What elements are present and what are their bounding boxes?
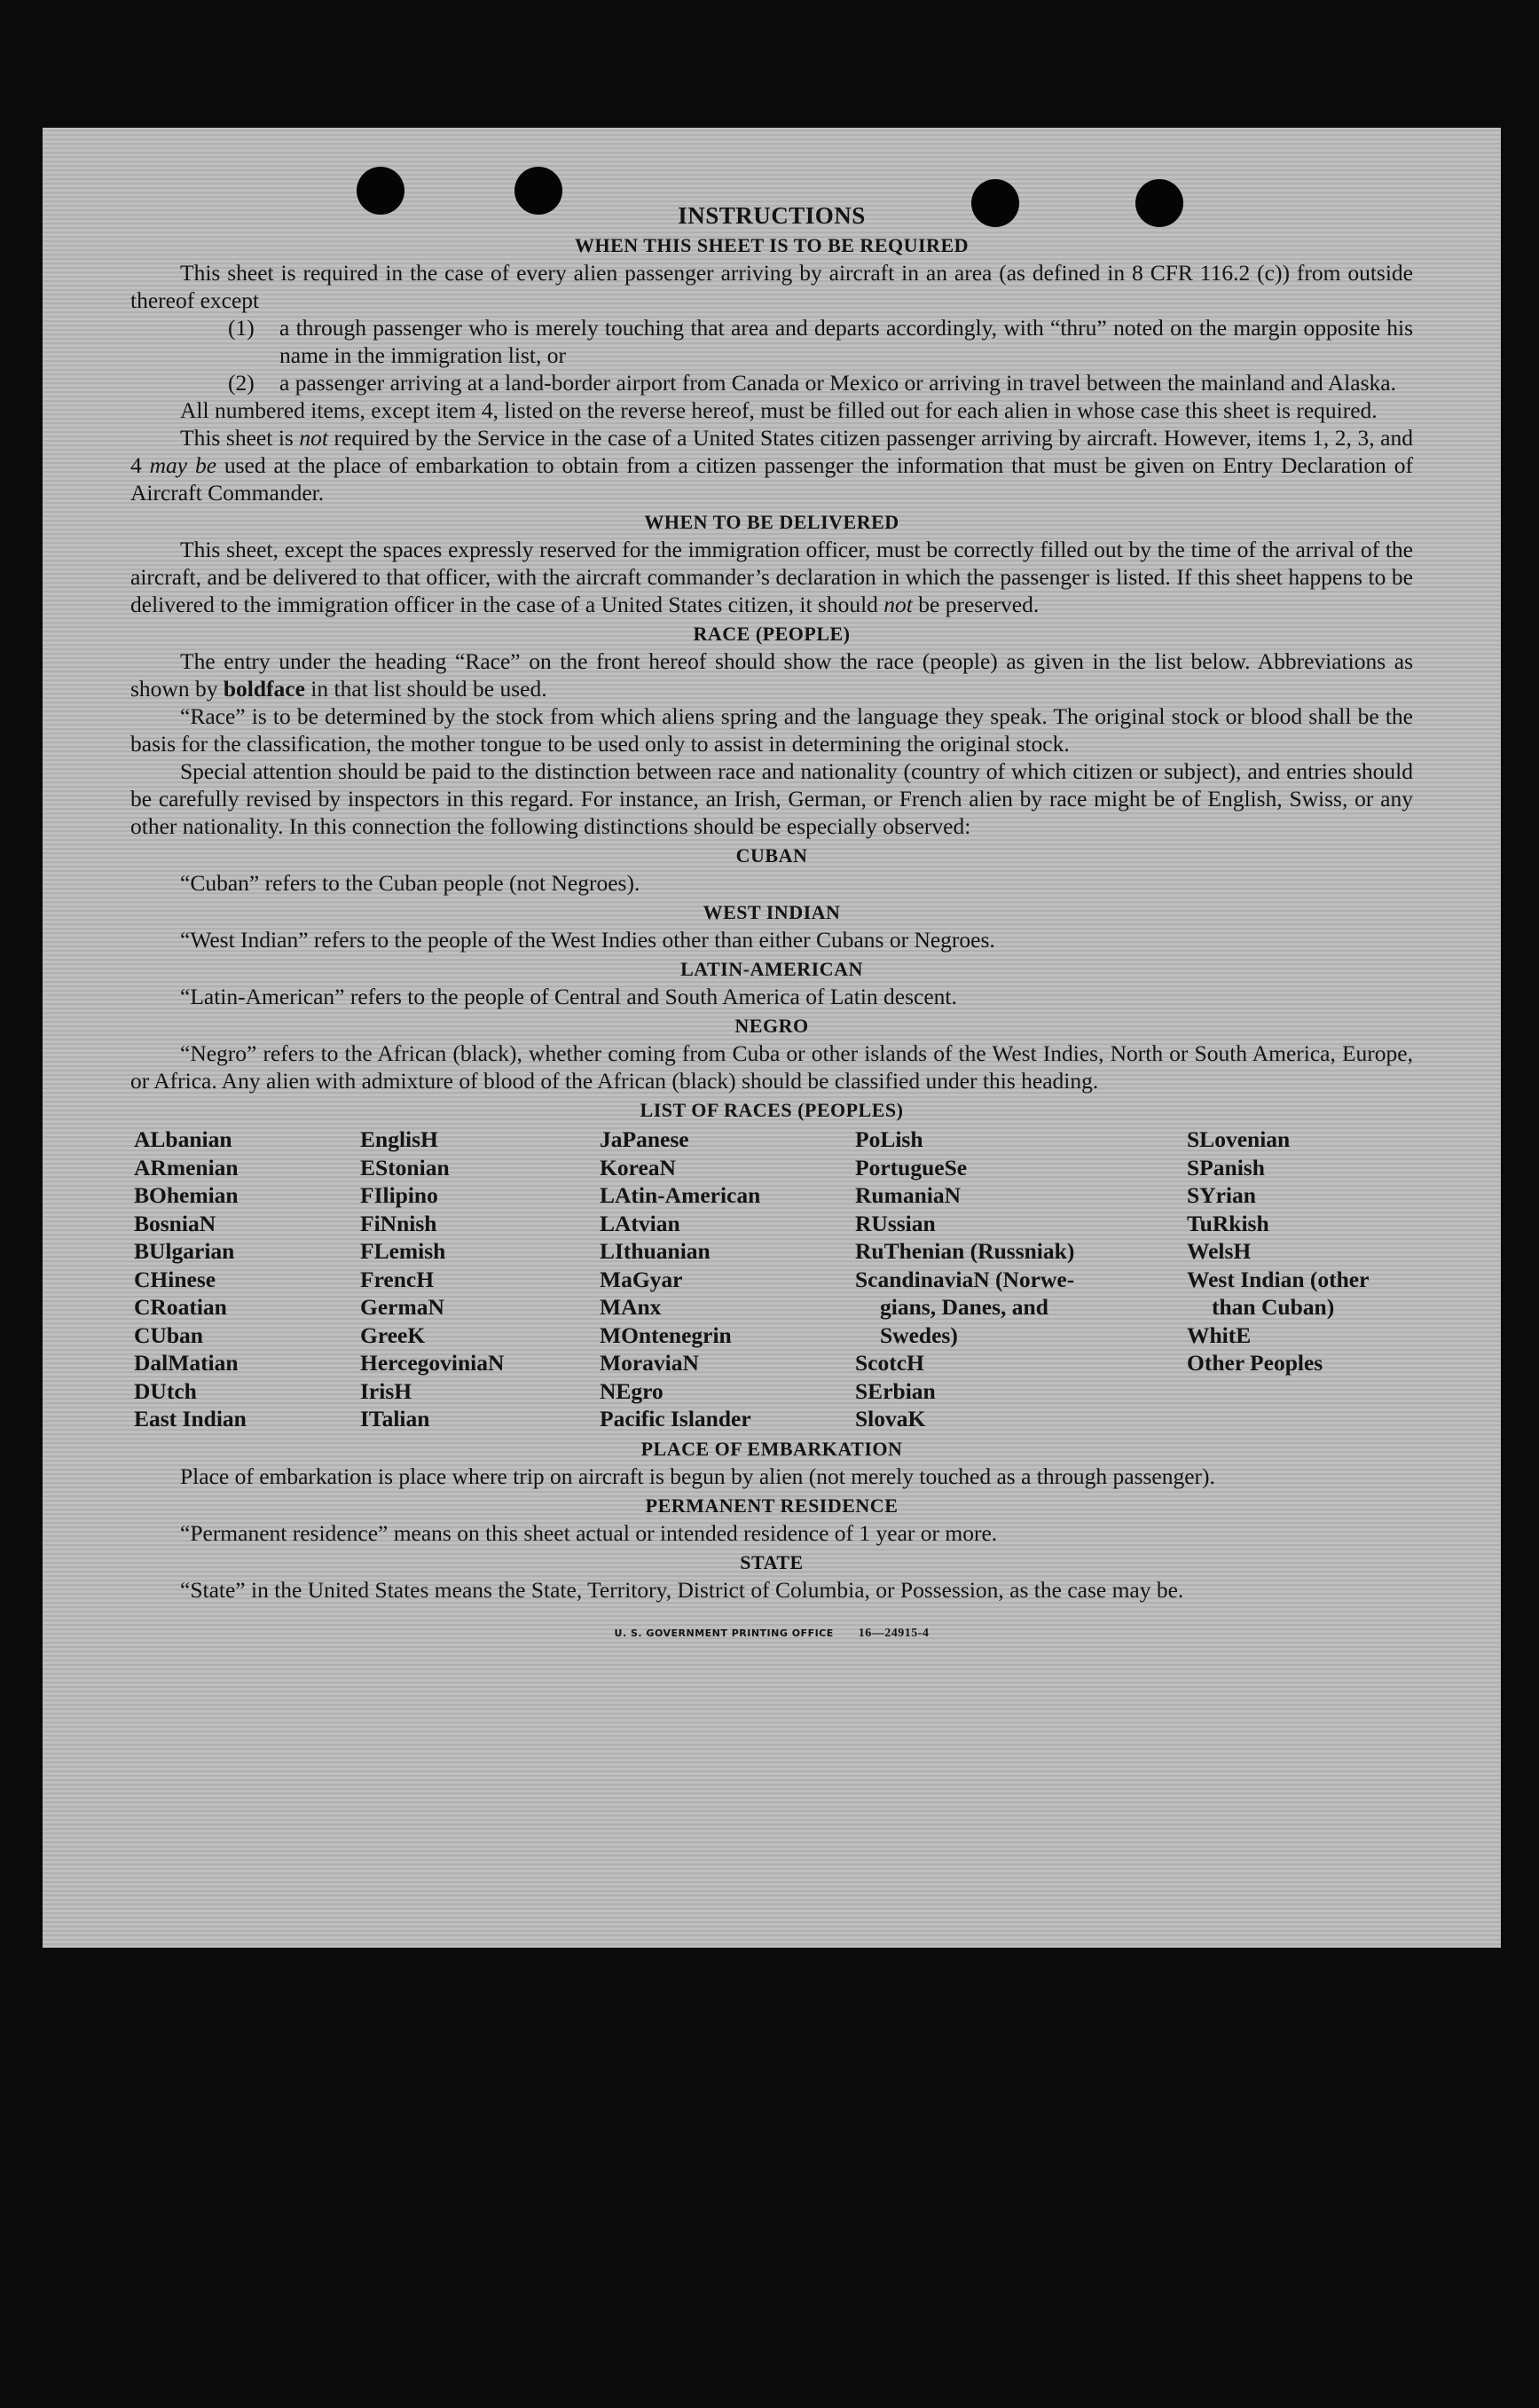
- race-item: PortugueSe: [855, 1154, 968, 1180]
- paragraph: “West Indian” refers to the people of the West Indies other than either Cubans or Negroes.: [180, 927, 995, 953]
- section-heading: WEST INDIAN: [703, 901, 841, 923]
- item-number: (1): [228, 315, 255, 341]
- races-column: [1187, 1126, 1417, 1433]
- section-heading: NEGRO: [734, 1015, 809, 1037]
- paragraph: All numbered items, except item 4, listed on the reverse hereof, must be filled out for each alien in whose case this sheet is required.: [180, 397, 1378, 423]
- race-item: EnglisH: [360, 1126, 438, 1152]
- section-heading: LATIN-AMERICAN: [680, 958, 863, 980]
- races-column: [855, 1126, 1187, 1433]
- paragraph: “Permanent residence” means on this sheet actual or intended residence of 1 year or more.: [180, 1519, 998, 1546]
- paragraph: Place of embarkation is place where trip on aircraft is begun by alien (not merely touched as a through passenger).: [180, 1463, 1215, 1489]
- race-item: BosniaN: [134, 1210, 216, 1236]
- section-heading: WHEN TO BE DELIVERED: [644, 511, 899, 533]
- printer-imprint: U. S. GOVERNMENT PRINTING OFFICE 16—24915-4: [614, 1626, 930, 1640]
- races-column: [360, 1126, 600, 1433]
- race-item: JaPanese: [600, 1126, 689, 1152]
- race-item: DalMatian: [134, 1350, 239, 1376]
- race-item: SYrian: [1187, 1182, 1256, 1208]
- race-item: SErbian: [855, 1377, 936, 1404]
- race-item: Swedes): [880, 1322, 958, 1348]
- race-item: EStonian: [360, 1154, 450, 1180]
- race-item: CUban: [134, 1322, 203, 1348]
- race-item: RumaniaN: [855, 1182, 962, 1208]
- item-text: a passenger arriving at a land-border airport from Canada or Mexico or arriving in travel between the mainland and Alaska.: [279, 370, 1396, 396]
- paragraph: This sheet, except the spaces expressly reserved for the immigration officer, must be correctly filled out by the time of the arrival of the aircraft, and be delivered to that officer, with the aircraft commander’s declaration in which the passenger is listed. If this sheet happens to be delivered to the immigration officer in the case of a United States citizen, it should not be preserved.: [130, 537, 1413, 617]
- race-item: FLemish: [360, 1238, 446, 1264]
- list-item: [228, 314, 1413, 369]
- instructions-content: [130, 200, 1413, 1647]
- race-item: KoreaN: [600, 1154, 676, 1180]
- paragraph: This sheet is not required by the Service in the case of a United States citizen passenger arriving by aircraft. However, items 1, 2, 3, and 4 may be used at the place of embarkation to obtain from a citizen passenger the information that must be given on Entry Declaration of Aircraft Commander.: [130, 425, 1413, 506]
- document-page: [43, 128, 1501, 1948]
- race-item: IrisH: [360, 1377, 412, 1404]
- race-item: ALbanian: [134, 1126, 232, 1152]
- race-item: East Indian: [134, 1406, 247, 1431]
- race-item: LIthuanian: [600, 1238, 711, 1264]
- paragraph: Special attention should be paid to the distinction between race and nationality (country of which citizen or subject), and entries should be carefully revised by inspectors in this regard. For instance, an Irish, German, or French alien by race might be of English, Swiss, or any other nationality. In this connection the following distinctions should be especially observed:: [130, 758, 1413, 839]
- race-item: LAtin-American: [600, 1182, 761, 1208]
- race-item: HercegoviniaN: [360, 1350, 505, 1376]
- race-item: DUtch: [134, 1377, 197, 1404]
- paragraph: “Race” is to be determined by the stock from which aliens spring and the language they speak. The original stock or blood shall be the basis for the classification, the mother tongue to be used only to assist in determining the original stock.: [130, 703, 1413, 757]
- race-item: SPanish: [1187, 1154, 1265, 1180]
- race-item: MAnx: [600, 1294, 662, 1320]
- section-heading: PERMANENT RESIDENCE: [645, 1494, 899, 1517]
- section-heading: CUBAN: [735, 844, 808, 867]
- section-heading: WHEN THIS SHEET IS TO BE REQUIRED: [574, 234, 970, 256]
- race-item: CRoatian: [134, 1294, 227, 1320]
- race-item: ARmenian: [134, 1154, 239, 1180]
- race-item: than Cuban): [1212, 1294, 1335, 1320]
- section-heading: RACE (PEOPLE): [693, 623, 851, 645]
- race-item: WhitE: [1187, 1322, 1252, 1348]
- race-item: CHinese: [134, 1266, 216, 1292]
- race-item: gians, Danes, and: [880, 1294, 1048, 1320]
- race-item: TuRkish: [1187, 1210, 1269, 1236]
- list-item: [228, 369, 1413, 396]
- race-item: RuThenian (Russniak): [855, 1238, 1075, 1264]
- race-item: SLovenian: [1187, 1126, 1291, 1152]
- race-item: ScandinaviaN (Norwe-: [855, 1266, 1075, 1292]
- race-item: ScotcH: [855, 1350, 924, 1376]
- race-item: NEgro: [600, 1377, 663, 1404]
- race-item: Pacific Islander: [600, 1406, 751, 1431]
- race-item: BOhemian: [134, 1182, 239, 1208]
- race-item: FrencH: [360, 1266, 435, 1292]
- race-item: LAtvian: [600, 1210, 680, 1236]
- section-heading: LIST OF RACES (PEOPLES): [640, 1099, 904, 1121]
- page-title: INSTRUCTIONS: [678, 202, 866, 229]
- paragraph: “Negro” refers to the African (black), whether coming from Cuba or other islands of the West Indies, North or South America, Europe, or Africa. Any alien with admixture of blood of the African (black) should be classified under this heading.: [130, 1040, 1413, 1094]
- paragraph: “State” in the United States means the State, Territory, District of Columbia, or Possession, as the case may be.: [180, 1576, 1184, 1603]
- race-item: West Indian (other: [1187, 1266, 1370, 1292]
- race-item: FiNnish: [360, 1210, 437, 1236]
- race-item: MOntenegrin: [600, 1322, 732, 1348]
- races-column: [600, 1126, 855, 1433]
- race-item: WelsH: [1187, 1238, 1252, 1264]
- paragraph: “Cuban” refers to the Cuban people (not Negroes).: [180, 870, 640, 896]
- race-item: ITalian: [360, 1406, 430, 1431]
- race-item: MaGyar: [600, 1266, 683, 1292]
- race-item: BUlgarian: [134, 1238, 235, 1264]
- section-heading: PLACE OF EMBARKATION: [640, 1437, 903, 1460]
- item-number: (2): [228, 370, 255, 396]
- races-column: [134, 1126, 360, 1433]
- race-item: RUssian: [855, 1210, 936, 1236]
- race-item: FIlipino: [360, 1182, 438, 1208]
- race-item: SlovaK: [855, 1406, 926, 1431]
- race-item: MoraviaN: [600, 1350, 699, 1376]
- paragraph: The entry under the heading “Race” on the front hereof should show the race (people) as given in the list below. Abbreviations as shown by boldface in that list should be used.: [130, 648, 1413, 702]
- paragraph: “Latin-American” refers to the people of Central and South America of Latin descent.: [180, 984, 957, 1009]
- race-item: Other Peoples: [1187, 1350, 1323, 1376]
- race-item: GreeK: [360, 1322, 426, 1348]
- race-item: PoLish: [855, 1126, 923, 1152]
- item-text: a through passenger who is merely touching that area and departs accordingly, with “thru” noted on the margin opposite his name in the immigration list, or: [279, 315, 1413, 368]
- races-list: [134, 1126, 1413, 1433]
- section-heading: STATE: [740, 1550, 804, 1573]
- paragraph: This sheet is required in the case of every alien passenger arriving by aircraft in an area (as defined in 8 CFR 116.2 (c)) from outside thereof except: [130, 260, 1413, 313]
- race-item: GermaN: [360, 1294, 444, 1320]
